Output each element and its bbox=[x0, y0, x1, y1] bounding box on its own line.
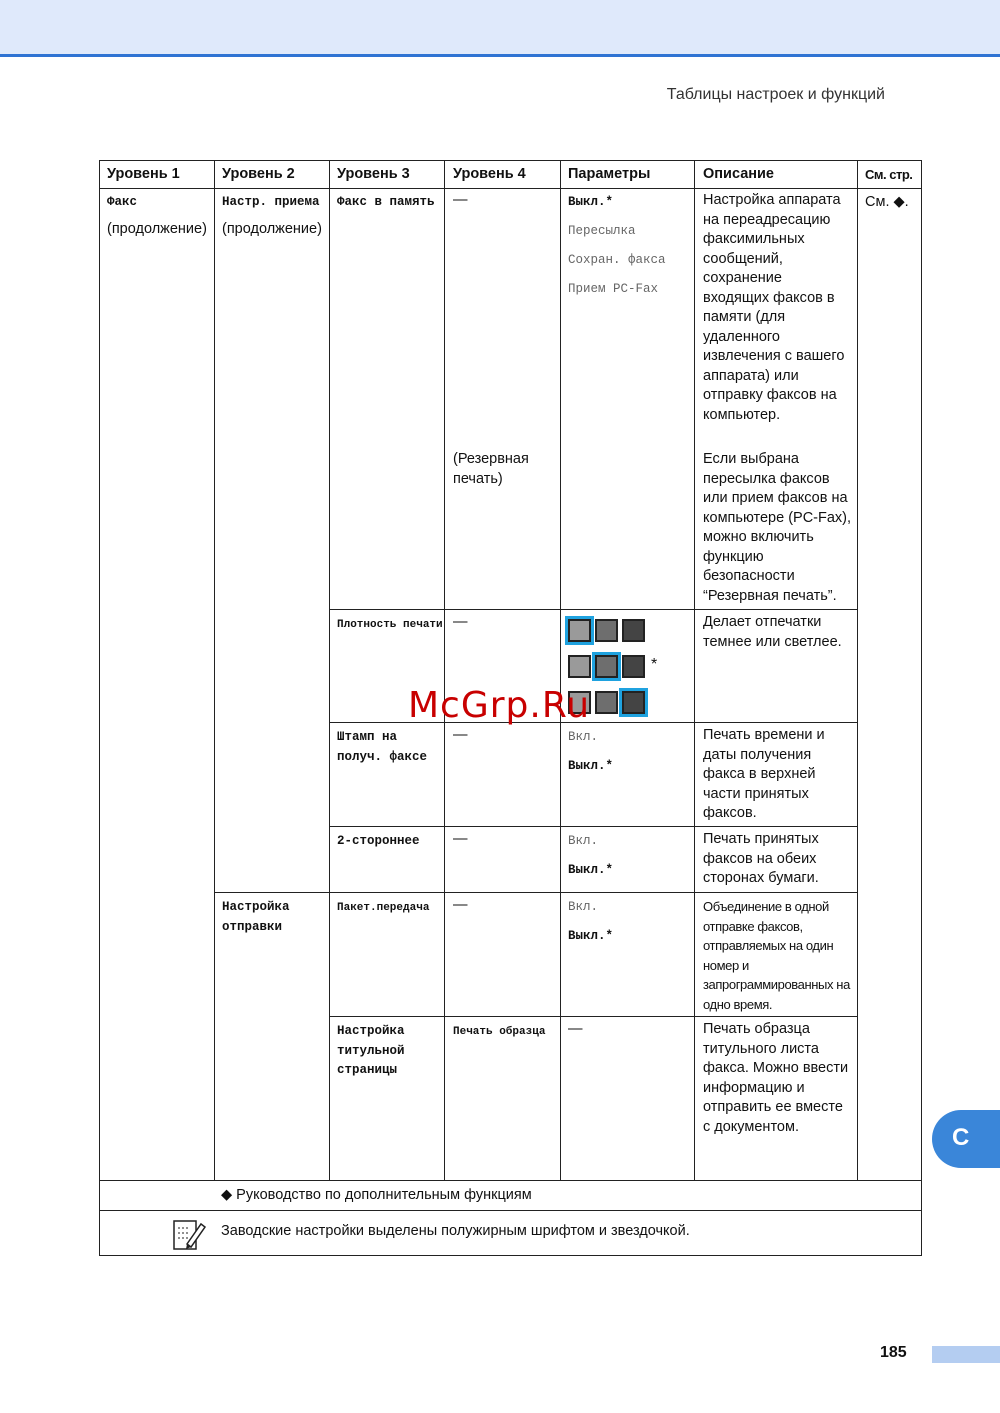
see-reference: См. ◆. bbox=[865, 194, 909, 210]
param-off-default: Выкл.* bbox=[568, 863, 614, 877]
level4-dash-stamp: — bbox=[453, 727, 468, 743]
description-density: Делает отпечатки темнее или светлее. bbox=[703, 614, 842, 650]
header-level-4: Уровень 4 bbox=[453, 166, 526, 182]
footnote-advanced-guide: ◆ Руководство по дополнительным функциям bbox=[221, 1187, 532, 1203]
watermark: McGrp.Ru bbox=[408, 685, 591, 726]
param-pc-fax: Прием PC-Fax bbox=[568, 282, 659, 296]
dark-swatch bbox=[622, 691, 645, 714]
description-backup-print: Если выбрана пересылка факсов или прием факсов на компьютере (PC-Fax), можно включить функцию безопасности “Резервная печать”. bbox=[703, 451, 852, 604]
default-asterisk: * bbox=[651, 656, 658, 673]
level4-dash-density: — bbox=[453, 614, 468, 630]
level3-print-density: Плотность печати bbox=[337, 619, 443, 631]
medium-swatch bbox=[595, 655, 618, 678]
header-parameters: Параметры bbox=[568, 166, 651, 182]
level2-send-setup: Настройка отправки bbox=[222, 900, 290, 934]
description-rx-stamp: Печать времени и даты получения факса в верхней части принятых факсов. bbox=[703, 727, 825, 821]
medium-swatch bbox=[595, 619, 618, 642]
level2-receive-setup: Настр. приема bbox=[222, 195, 320, 209]
param-off-default: Выкл.* bbox=[568, 929, 614, 943]
page-number: 185 bbox=[880, 1344, 907, 1361]
appendix-tab bbox=[932, 1110, 1000, 1168]
param-off-default: Выкл.* bbox=[568, 759, 614, 773]
level3-fax-to-memory: Факс в память bbox=[337, 195, 435, 209]
params-dash-cover: — bbox=[568, 1021, 583, 1037]
page-number-bar bbox=[932, 1346, 1000, 1363]
note-icon bbox=[171, 1218, 207, 1252]
dark-swatch bbox=[622, 619, 645, 642]
level4-print-sample: Печать образца bbox=[453, 1026, 546, 1038]
header-description: Описание bbox=[703, 166, 774, 182]
level3-batch-tx: Пакет.передача bbox=[337, 902, 430, 914]
param-store-fax: Сохран. факса bbox=[568, 253, 666, 267]
appendix-tab-label: C bbox=[952, 1124, 970, 1151]
param-on: Вкл. bbox=[568, 730, 599, 744]
level3-duplex: 2-стороннее bbox=[337, 834, 420, 848]
level1-continued: (продолжение) bbox=[107, 221, 207, 237]
description-duplex: Печать принятых факсов на обеих сторонах бумаги. bbox=[703, 831, 819, 886]
level4-backup-print: (Резервная печать) bbox=[453, 451, 529, 487]
level3-cover-page: Настройка титульной страницы bbox=[337, 1024, 405, 1077]
header-level-3: Уровень 3 bbox=[337, 166, 410, 182]
description-batch-tx: Объединение в одной отправке факсов, отправляемых на один номер и запрограммированных на одно время. bbox=[703, 899, 850, 1012]
medium-swatch bbox=[595, 691, 618, 714]
param-on: Вкл. bbox=[568, 900, 599, 914]
description-fax-to-memory: Настройка аппарата на переадресацию факсимильных сообщений, сохранение входящих факсов в памяти (для удаленного извлечения с вашего аппарата) или отправку факсов на компьютер. bbox=[703, 192, 845, 423]
level1-fax: Факс bbox=[107, 195, 138, 209]
page-header-title: Таблицы настроек и функций bbox=[666, 86, 885, 103]
level3-rx-stamp: Штамп на получ. факсе bbox=[337, 730, 428, 764]
level4-dash-duplex: — bbox=[453, 831, 468, 847]
density-light-row bbox=[568, 619, 645, 645]
level4-dash-batch: — bbox=[453, 897, 468, 913]
param-forward: Пересылка bbox=[568, 224, 636, 238]
description-cover-page: Печать образца титульного листа факса. Можно ввести информацию и отправить ее вместе с документом. bbox=[703, 1021, 849, 1135]
level4-dash: — bbox=[453, 192, 468, 208]
level2-continued: (продолжение) bbox=[222, 221, 322, 237]
header-level-2: Уровень 2 bbox=[222, 166, 295, 182]
density-medium-row bbox=[568, 655, 657, 681]
header-level-1: Уровень 1 bbox=[107, 166, 180, 182]
param-on: Вкл. bbox=[568, 834, 599, 848]
note-default-settings: Заводские настройки выделены полужирным шрифтом и звездочкой. bbox=[221, 1223, 690, 1239]
top-band bbox=[0, 0, 1000, 57]
param-off-default: Выкл.* bbox=[568, 195, 614, 209]
light-swatch bbox=[568, 619, 591, 642]
light-swatch bbox=[568, 655, 591, 678]
dark-swatch bbox=[622, 655, 645, 678]
header-see-page: См. стр. bbox=[865, 167, 913, 182]
